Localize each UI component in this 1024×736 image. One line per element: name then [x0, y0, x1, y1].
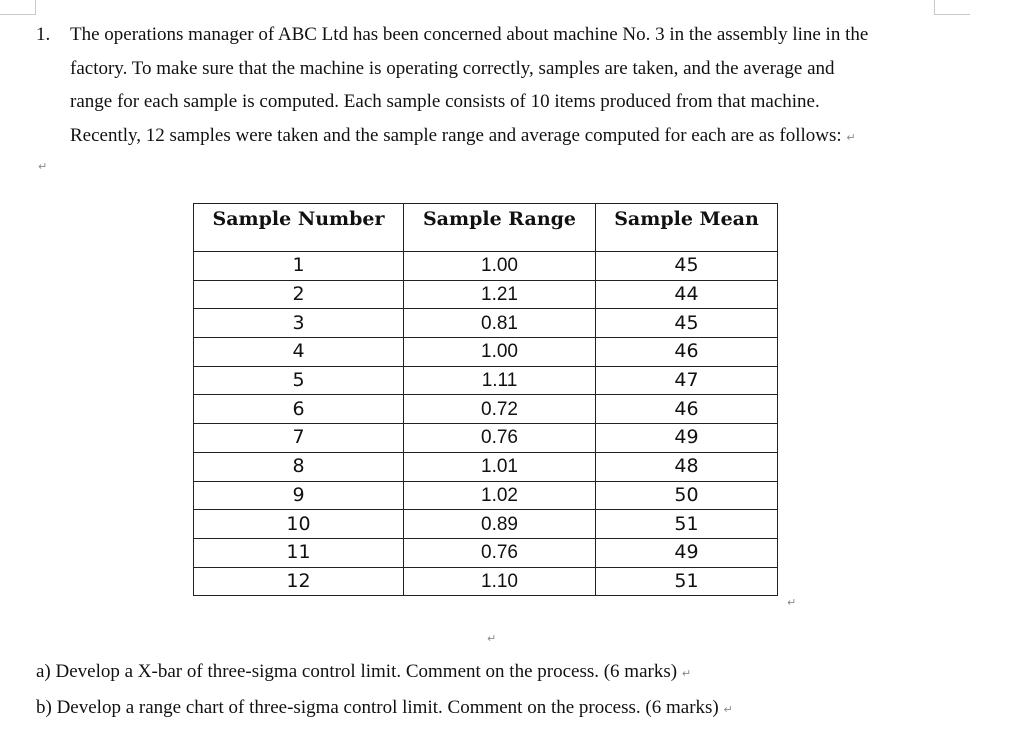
cell-sample-range: 0.76 [404, 538, 596, 567]
paragraph-mark-icon: ↵ [487, 632, 497, 645]
table-header-row [194, 204, 778, 252]
question-line: factory. To make sure that the machine is operating correctly, samples are taken, and the average and [70, 57, 835, 79]
table-row [194, 424, 778, 453]
cell-sample-mean: 44 [596, 280, 778, 309]
question-line-text: Recently, 12 samples were taken and the sample range and average computed for each are as follows: [70, 124, 842, 146]
cell-sample-mean: 46 [596, 338, 778, 367]
paragraph-mark-icon: ↵ [681, 667, 692, 680]
cell-sample-mean: 49 [596, 538, 778, 567]
cell-sample-number: 12 [194, 567, 404, 596]
cell-sample-mean: 48 [596, 452, 778, 481]
table-row [194, 538, 778, 567]
table-row [194, 366, 778, 395]
question-line: range for each sample is computed. Each sample consists of 10 items produced from that machine. [70, 91, 820, 112]
table-row [194, 280, 778, 309]
cell-sample-mean: 47 [596, 366, 778, 395]
paragraph-mark-icon: ↵ [723, 703, 733, 716]
header-sample-mean: Sample Mean [596, 204, 778, 252]
cell-sample-number: 1 [194, 252, 404, 281]
paragraph-mark-icon: ↵ [787, 596, 797, 609]
header-sample-range: Sample Range [404, 204, 596, 252]
question-line [70, 119, 956, 155]
table-row [194, 510, 778, 539]
table-row [194, 567, 778, 596]
paragraph-mark-icon: ↵ [38, 160, 48, 173]
cell-sample-number: 2 [194, 280, 404, 309]
table-row [194, 338, 778, 367]
cell-sample-range: 1.01 [404, 452, 596, 481]
cell-sample-number: 5 [194, 366, 404, 395]
cell-sample-mean: 45 [596, 252, 778, 281]
cell-sample-range: 1.02 [404, 481, 596, 510]
table-row [194, 481, 778, 510]
part-a-text: a) Develop a X-bar of three-sigma control limit. Comment on the process. (6 marks) [36, 661, 678, 682]
cell-sample-number: 10 [194, 510, 404, 539]
cell-sample-number: 8 [194, 452, 404, 481]
cell-sample-number: 7 [194, 424, 404, 453]
cell-sample-range: 0.72 [404, 395, 596, 424]
cell-sample-number: 9 [194, 481, 404, 510]
samples-table [193, 203, 778, 596]
page-corner-mark-left [0, 0, 36, 15]
cell-sample-mean: 45 [596, 309, 778, 338]
question-1 [36, 18, 956, 154]
table-row [194, 452, 778, 481]
cell-sample-range: 0.76 [404, 424, 596, 453]
cell-sample-mean: 46 [596, 395, 778, 424]
paragraph-mark-icon: ↵ [846, 130, 856, 144]
cell-sample-mean: 51 [596, 567, 778, 596]
cell-sample-mean: 50 [596, 481, 778, 510]
part-b-text: b) Develop a range chart of three-sigma control limit. Comment on the process. (6 marks) [36, 697, 719, 718]
page-corner-mark-right [934, 0, 970, 15]
cell-sample-range: 1.10 [404, 567, 596, 596]
cell-sample-range: 1.00 [404, 338, 596, 367]
part-b [36, 691, 733, 727]
cell-sample-mean: 51 [596, 510, 778, 539]
cell-sample-mean: 49 [596, 424, 778, 453]
cell-sample-range: 0.89 [404, 510, 596, 539]
table-row [194, 252, 778, 281]
cell-sample-number: 6 [194, 395, 404, 424]
question-text [70, 18, 956, 154]
cell-sample-range: 1.00 [404, 252, 596, 281]
cell-sample-range: 1.21 [404, 280, 596, 309]
cell-sample-range: 0.81 [404, 309, 596, 338]
header-sample-number: Sample Number [194, 204, 404, 252]
question-line: The operations manager of ABC Ltd has been concerned about machine No. 3 in the assembly line in the [70, 24, 869, 45]
part-a [36, 655, 733, 691]
cell-sample-range: 1.11 [404, 366, 596, 395]
table-row [194, 395, 778, 424]
cell-sample-number: 4 [194, 338, 404, 367]
cell-sample-number: 3 [194, 309, 404, 338]
question-parts [36, 655, 733, 727]
question-number: 1. [36, 24, 51, 45]
table-row [194, 309, 778, 338]
cell-sample-number: 11 [194, 538, 404, 567]
